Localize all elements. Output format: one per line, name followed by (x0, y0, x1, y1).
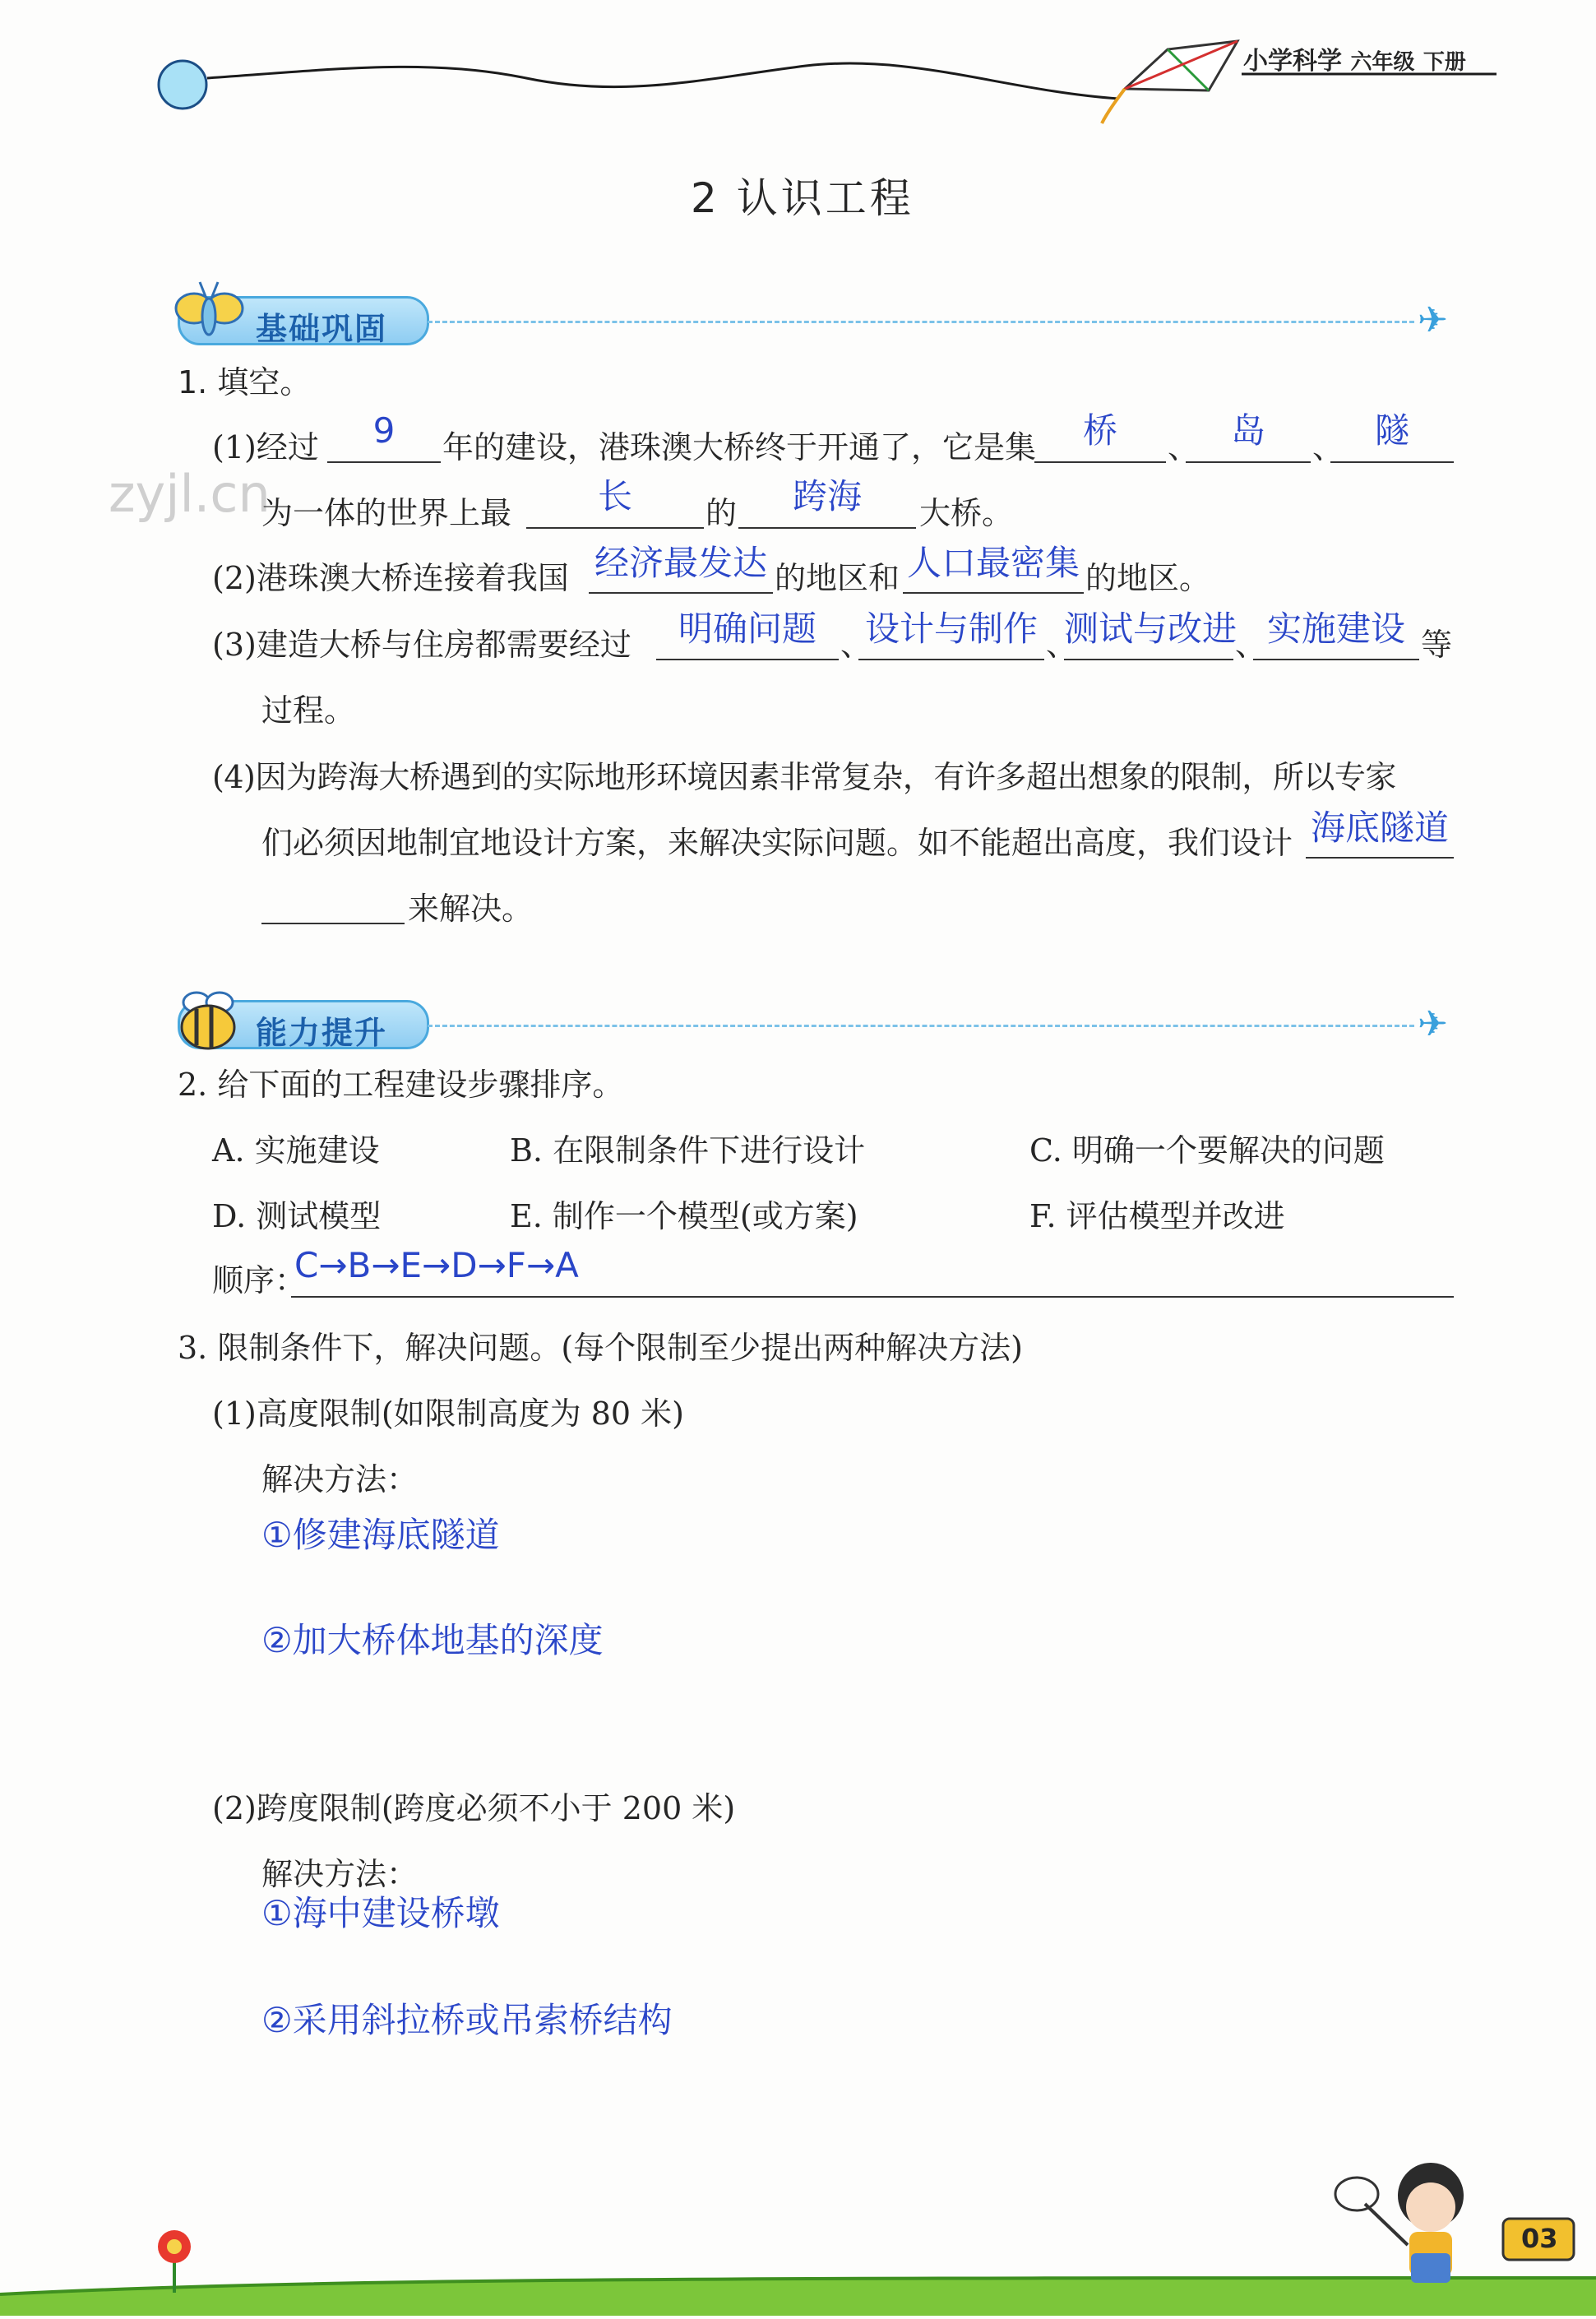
q1-p4-line-b (261, 923, 405, 924)
q3-p2-answer-1: ①海中建设桥墩 (261, 1893, 500, 1933)
q1-p2-a1-line (589, 592, 773, 594)
q3-p1-label: (1)高度限制(如限制高度为 80 米) (212, 1396, 684, 1432)
q1-p2-a: (2)港珠澳大桥连接着我国 (212, 560, 569, 596)
q2-option-a: A. 实施建设 (212, 1132, 380, 1169)
q2-option-b: B. 在限制条件下进行设计 (510, 1132, 866, 1169)
section-basic-tag (178, 296, 429, 345)
plane-icon: ✈ (1418, 299, 1448, 341)
q1-p3-b: 等 (1421, 627, 1453, 663)
q1-p1-d: 的 (705, 495, 738, 531)
balloon-icon (159, 61, 206, 109)
q1-stem: 1. 填空。 (178, 364, 312, 400)
plane-icon: ✈ (1418, 1003, 1448, 1045)
header-volume: 下册 (1423, 50, 1466, 75)
q2-option-f: F. 评估模型并改进 (1029, 1198, 1285, 1234)
q1-p1-type-answer: 跨海 (792, 476, 862, 516)
q1-p3-sep-2: 、 (1046, 627, 1078, 663)
header-book: 小学科学 (1243, 47, 1342, 76)
q1-p1-years-answer: 9 (372, 410, 396, 451)
q1-p3-sep-1: 、 (840, 627, 872, 663)
q1-p4-answer: 海底隧道 (1310, 808, 1449, 848)
bee-icon (172, 984, 246, 1058)
q1-p3-sep-3: 、 (1235, 627, 1267, 663)
girl-with-net-icon (1335, 2163, 1464, 2283)
header-grade: 六年级 (1350, 50, 1415, 75)
section-basic-divider (428, 321, 1414, 323)
q1-p3-a: (3)建造大桥与住房都需要经过 (212, 627, 631, 663)
q1-p1-years-line (327, 461, 441, 463)
q2-order-line (291, 1296, 1454, 1298)
footer-decoration (0, 2155, 1596, 2316)
q1-p4-line-a (1306, 857, 1454, 859)
q1-p3-line-4 (1253, 659, 1419, 660)
q1-p1-a3-line (1330, 461, 1454, 463)
q1-p3-answer-2: 设计与制作 (864, 609, 1038, 649)
section-advanced-divider (428, 1025, 1414, 1027)
q1-p4-line1: (4)因为跨海大桥遇到的实际地形环境因素非常复杂，有许多超出想象的限制，所以专家 (212, 759, 1396, 795)
q3-p1-answer-2: ②加大桥体地基的深度 (261, 1620, 604, 1660)
q2-option-e: E. 制作一个模型(或方案) (510, 1198, 858, 1234)
section-advanced-label: 能力提升 (256, 1015, 388, 1051)
q1-p3-c: 过程。 (261, 692, 356, 729)
page-title: 2 认识工程 (691, 174, 914, 222)
header-book-title (1243, 49, 1466, 74)
q1-p3-line-1 (656, 659, 839, 660)
q2-order-label: 顺序： (212, 1262, 307, 1298)
q3-p2-label: (2)跨度限制(跨度必须不小于 200 米) (212, 1790, 736, 1826)
q1-p2-b: 的地区和 (775, 560, 900, 596)
q3-p1-answer-1: ①修建海底隧道 (261, 1515, 500, 1555)
section-advanced-tag (178, 1000, 429, 1049)
butterfly-icon (173, 275, 247, 349)
q1-p1-a2-line (1186, 461, 1311, 463)
section-basic-label: 基础巩固 (256, 311, 388, 347)
q1-p1-a1-line (1034, 461, 1166, 463)
q1-p2-a2-line (903, 592, 1084, 594)
q1-p1-a1-answer: 桥 (1082, 410, 1117, 451)
q3-stem: 3. 限制条件下，解决问题。(每个限制至少提出两种解决方法) (178, 1330, 1023, 1366)
watermark: zyjl.cn (109, 464, 271, 524)
q3-p2-method: 解决方法： (261, 1856, 419, 1892)
flower-icon (158, 2230, 191, 2293)
q2-order-answer: C→B→E→D→F→A (294, 1245, 579, 1285)
q3-p2-answer-2: ②采用斜拉桥或吊索桥结构 (261, 2000, 673, 2040)
q1-p3-answer-1: 明确问题 (678, 609, 817, 649)
kite-icon (1102, 41, 1237, 123)
q1-p4-line2: 们必须因地制宜地设计方案，来解决实际问题。如不能超出高度，我们设计 (261, 825, 1293, 861)
q1-p4-line3: 来解决。 (408, 891, 534, 927)
q3-p1-method: 解决方法： (261, 1461, 419, 1497)
q1-p1-e: 大桥。 (919, 495, 1014, 531)
q1-p1-type-line (738, 527, 916, 529)
q1-p1-a3-answer: 隧 (1374, 410, 1409, 451)
q1-p1-longest-answer: 长 (597, 476, 632, 516)
q1-p1-sep2: 、 (1312, 429, 1344, 465)
q1-p3-line-3 (1064, 659, 1233, 660)
q1-p1-sep1: 、 (1168, 429, 1200, 465)
q1-p1-a2-answer: 岛 (1230, 410, 1265, 451)
q1-p1-longest-line (526, 527, 704, 529)
q1-p3-answer-4: 实施建设 (1266, 609, 1405, 649)
q1-p2-c: 的地区。 (1085, 560, 1211, 596)
q2-option-d: D. 测试模型 (212, 1198, 382, 1234)
page-number: 03 (1521, 2223, 1558, 2254)
q1-p2-a2-answer: 人口最密集 (906, 543, 1080, 583)
q1-p1-c: 为一体的世界上最 (261, 495, 512, 531)
q1-p2-a1-answer: 经济最发达 (594, 543, 767, 583)
q2-stem: 2. 给下面的工程建设步骤排序。 (178, 1067, 624, 1103)
q1-p1-a: (1)经过 (212, 429, 319, 465)
q1-p1-b: 年的建设，港珠澳大桥终于开通了，它是集 (442, 429, 1037, 465)
q2-option-c: C. 明确一个要解决的问题 (1029, 1132, 1385, 1169)
q1-p3-answer-3: 测试与改进 (1064, 609, 1237, 649)
q1-p3-line-2 (858, 659, 1044, 660)
